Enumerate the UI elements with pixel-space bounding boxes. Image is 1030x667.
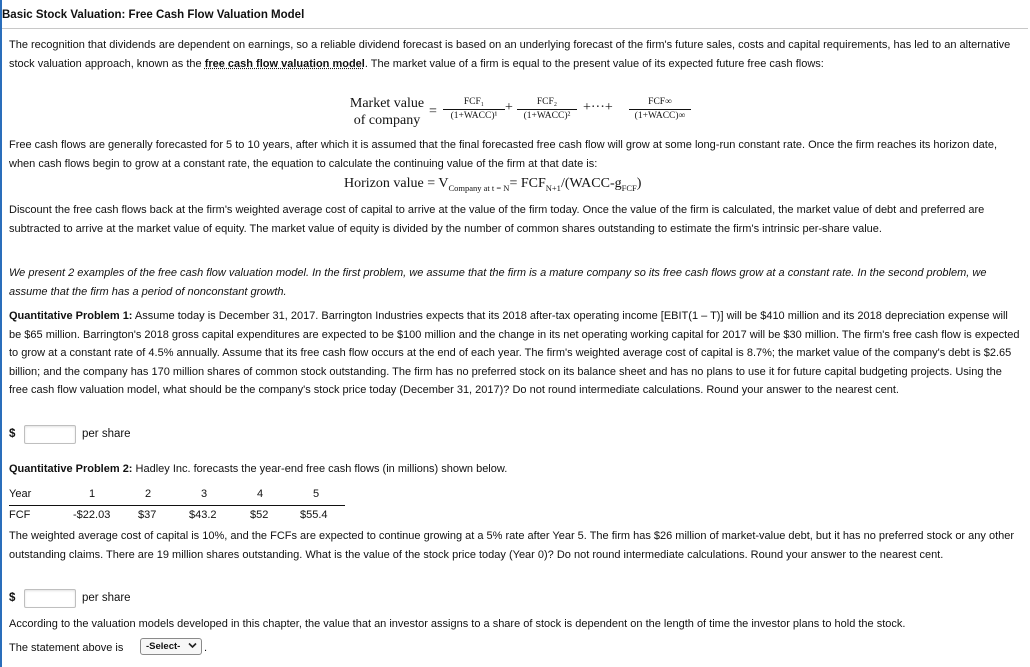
fraction-term-2	[517, 95, 577, 123]
intro-text-start: The recognition that dividends are dependent on earnings, so a reliable dividend forecast is based on an underlying forecast of the firm's future sales, costs and capital requirements, has led to an alternative stock valuation approach, known as the	[9, 39, 1011, 70]
discount-paragraph: Discount the free cash flows back at the firm's weighted average cost of capital to arrive at the value of the firm today. Once the value of the firm is calculated, the market value of debt and preferred are subtracted to arrive at the market value of equity. The market value of equity is divided by the number of common shares outstanding to estimate the firm's intrinsic per-share value.	[9, 204, 985, 235]
statement-prompt: The statement above is	[9, 642, 124, 654]
year-label: Year	[9, 488, 32, 500]
fcf-table-header-row	[9, 487, 345, 506]
problem2-intro	[9, 460, 1023, 479]
term2-numerator: FCF₂	[536, 97, 558, 107]
termn-numerator: FCF∞	[648, 97, 672, 107]
fraction-term-1	[443, 95, 505, 123]
problem1-dollar: $	[9, 428, 16, 440]
year-cell: 5	[313, 488, 320, 500]
fcf-cell: $43.2	[189, 509, 217, 521]
problem1-label: Quantitative Problem 1:	[9, 310, 133, 322]
fcf-cell: $37	[138, 509, 157, 521]
horizon-mid: = FCF	[509, 176, 546, 191]
term1-numerator: FCF₁	[463, 97, 485, 107]
fcf-model-link[interactable]: free cash flow valuation model	[204, 57, 365, 70]
horizon-sub-fcf: FCF	[621, 182, 637, 193]
statement-select[interactable]	[140, 638, 202, 655]
term2-denominator: (1+WACC)²	[523, 111, 571, 121]
year-cell: 1	[89, 488, 96, 500]
year-cell: 4	[257, 488, 264, 500]
fraction-term-n	[629, 95, 691, 123]
horizon-lhs: Horizon value = V	[344, 176, 449, 191]
page-title: Basic Stock Valuation: Free Cash Flow Valuation Model	[2, 9, 305, 21]
examples-paragraph: We present 2 examples of the free cash flow valuation model. In the first problem, we assume that the firm is a mature company so its free cash flows grow at a constant rate. In the second problem, we assume that the firm has a period of nonconstant growth.	[9, 267, 987, 298]
problem1-unit: per share	[82, 428, 131, 440]
select-value: -Select-	[146, 641, 181, 652]
horizon-sub-n1: N+1	[545, 182, 561, 193]
fcf-cell: $55.4	[300, 509, 328, 521]
problem2-label: Quantitative Problem 2:	[9, 463, 133, 475]
problem2-dollar: $	[9, 592, 16, 604]
formula-equals: =	[429, 104, 437, 119]
horizon-sub-company: Company at t = N	[448, 182, 510, 193]
title-divider	[2, 28, 1028, 29]
fcf-cell: $52	[250, 509, 269, 521]
horizon-rest: /(WACC-g	[560, 176, 622, 191]
closing-statement: According to the valuation models developed in this chapter, the value that an investor assigns to a share of stock is dependent on the length of time the investor plans to hold the stock.	[9, 618, 906, 630]
problem1-paragraph	[9, 307, 1023, 400]
statement-period: .	[204, 642, 208, 654]
problem1-answer-input[interactable]	[24, 425, 76, 444]
problem1-text: Assume today is December 31, 2017. Barrington Industries expects that its 2018 after-tax operating income [EBIT(1 – T)] will be $410 million and its 2018 depreciation expense will be $65 million. Barrington's 2018 gross capital expenditures are expected to be $100 million and the change in its net operating working capital for 2017 will be $30 million. The firm's free cash flow is expected to grow at a constant rate of 4.5% annually. Assume that its free cash flow occurs at the end of each year. The firm's weighted average cost of capital is 8.7%; the market value of the company's debt is $2.65 billion; and the company has 170 million shares of common stock outstanding. The firm has no preferred stock on its balance sheet and has no plans to use it for future capital budgeting projects. Using the free cash flow valuation model, what should be the company's stock price today (December 31, 2017)? Do not round intermediate calculations. Round your answer to the nearest cent.	[9, 310, 1020, 396]
ellipsis-plus: +···+	[583, 100, 613, 115]
fcf-cell: -$22.03	[73, 509, 111, 521]
formula-lhs	[345, 95, 429, 129]
plus-sign: +	[505, 100, 513, 115]
termn-denominator: (1+WACC)∞	[634, 111, 686, 121]
chevron-down-icon	[188, 640, 197, 653]
year-cell: 3	[201, 488, 208, 500]
horizon-paragraph: Free cash flows are generally forecasted for 5 to 10 years, after which it is assumed that the final forecasted free cash flow will grow at some long-run constant rate. Once the firm reaches its horizon date, when cash flows begin to grow at a constant rate, the equation to calculate the continuing value of the firm at that date is:	[9, 139, 998, 170]
problem2-text: Hadley Inc. forecasts the year-end free cash flows (in millions) shown below.	[132, 463, 508, 475]
intro-paragraph	[9, 36, 1023, 73]
fcf-label: FCF	[9, 509, 31, 521]
formula-lhs-line1: Market value	[349, 96, 425, 111]
intro-text-end: . The market value of a firm is equal to the present value of its expected future free cash flows:	[364, 57, 824, 70]
horizon-value-formula	[344, 176, 641, 193]
formula-lhs-line2: of company	[353, 113, 421, 128]
term1-denominator: (1+WACC)¹	[450, 111, 498, 121]
horizon-end: )	[636, 176, 642, 191]
year-cell: 2	[145, 488, 152, 500]
problem2-answer-input[interactable]	[24, 589, 76, 608]
problem2-unit: per share	[82, 592, 131, 604]
problem2-paragraph: The weighted average cost of capital is 10%, and the FCFs are expected to continue growing at a 5% rate after Year 5. The firm has $26 million of market-value debt, but it has no preferred stock or any other outstanding claims. There are 19 million shares outstanding. What is the value of the stock price today (Year 0)? Do not round intermediate calculations. Round your answer to the nearest cent.	[9, 530, 1015, 561]
